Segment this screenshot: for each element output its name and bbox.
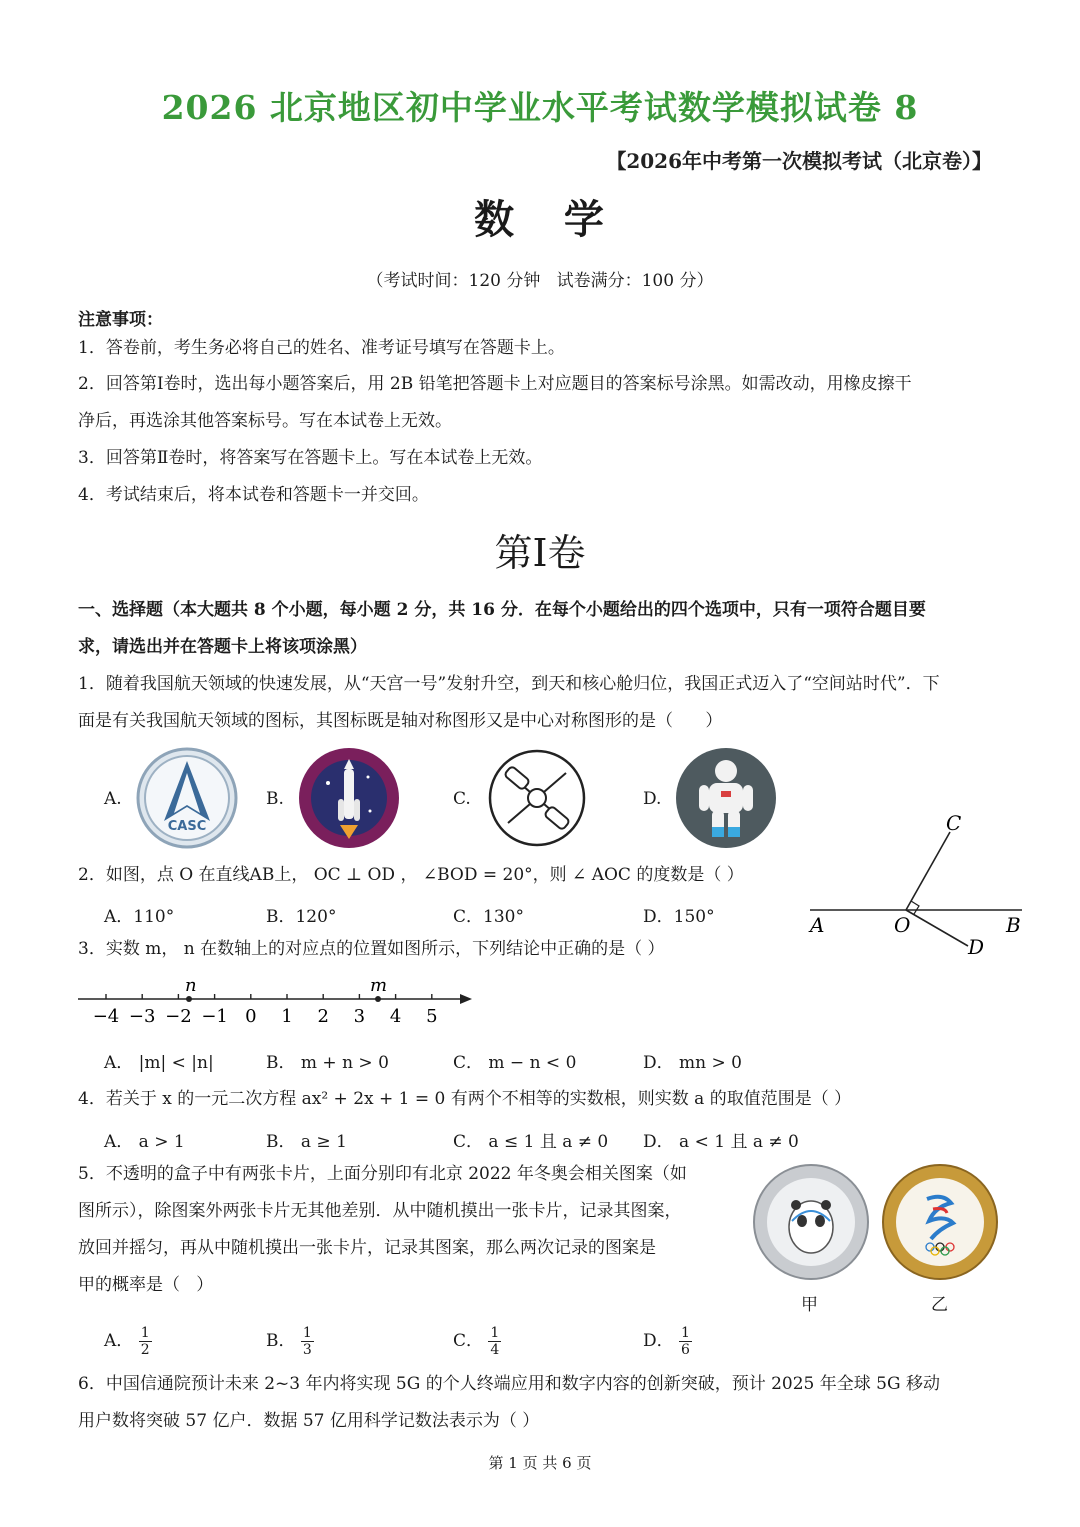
- satellite-symbol-icon: [486, 747, 588, 853]
- q5-option-letter: B．: [266, 1331, 296, 1351]
- number-line-tick-label: 1: [281, 1006, 293, 1027]
- q2-option: C．130°: [453, 907, 524, 927]
- q2-label-b: B: [1006, 913, 1021, 937]
- number-line-tick-label: 0: [245, 1006, 257, 1027]
- q3-label-m: m: [370, 975, 388, 996]
- q1-option-c-label: C.: [453, 789, 471, 809]
- space-mission-badge-icon: [298, 747, 400, 853]
- q4-option: C． a ≤ 1 且 a ≠ 0: [453, 1132, 609, 1152]
- q1-option-b-label: B.: [266, 789, 284, 809]
- q5-fraction: $\frac{1}{6}$: [681, 1325, 690, 1358]
- q5-fraction: $\frac{1}{3}$: [302, 1325, 312, 1358]
- notice-item: 净后，再选涂其他答案标号。写在本试卷上无效。: [78, 411, 452, 431]
- q5-fraction: $\frac{1}{4}$: [490, 1325, 500, 1358]
- astronaut-icon: [675, 747, 777, 853]
- notice-item: 1．答卷前，考生务必将自己的姓名、准考证号填写在答题卡上。: [78, 338, 565, 358]
- q2-angle-figure: [800, 810, 1030, 974]
- q2-option: B．120°: [266, 907, 337, 927]
- paper-title: 2026 北京地区初中学业水平考试数学模拟试卷 8: [161, 88, 919, 127]
- number-line-tick-label: −4: [92, 1006, 120, 1027]
- q5-stem: 放回并摇匀，再从中随机摸出一张卡片，记录其图案，那么两次记录的图案是: [78, 1238, 656, 1258]
- q5-stem: 图所示），除图案外两张卡片无其他差别．从中随机摸出一张卡片，记录其图案，: [78, 1201, 682, 1221]
- casc-logo-icon: [136, 747, 238, 853]
- beijing-2022-medal-icon: [881, 1163, 999, 1285]
- subject-heading: 数 学: [474, 196, 606, 243]
- q5-option-a: [104, 1325, 152, 1358]
- q2-stem: 2．如图，点 O 在直线AB上， OC ⊥ OD ， ∠BOD = 20°，则 ∠ AOC 的度数是（ ）: [78, 865, 744, 885]
- number-line-tick-label: 3: [353, 1006, 366, 1027]
- number-line-tick-label: 4: [389, 1006, 402, 1027]
- q5-option-d: [643, 1325, 692, 1358]
- section-title: 第Ⅰ卷: [494, 531, 586, 575]
- notice-item: 2．回答第Ⅰ卷时，选出每小题答案后，用 2B 铅笔把答题卡上对应题目的答案标号涂黑。如需改动，用橡皮擦干: [78, 374, 912, 394]
- number-line-tick-label: 5: [426, 1006, 438, 1027]
- q3-label-n: n: [185, 975, 197, 996]
- notice-heading: 注意事项：: [78, 310, 163, 330]
- q1-stem: 面是有关我国航天领域的图标，其图标既是轴对称图形又是中心对称图形的是（ ）: [78, 711, 723, 731]
- q2-label-a: A: [810, 913, 825, 937]
- q1-stem: 1．随着我国航天领域的快速发展，从“天宫一号”发射升空，到天和核心舱归位，我国正式迈入了“空间站时代”．下: [78, 674, 940, 694]
- page-footer: 第 1 页 共 6 页: [488, 1454, 592, 1472]
- part-heading: 一、选择题（本大题共 8 个小题，每小题 2 分，共 16 分．在每个小题给出的四个选项中，只有一项符合题目要: [78, 600, 926, 620]
- notice-item: 4．考试结束后，将本试卷和答题卡一并交回。: [78, 485, 429, 505]
- number-line-tick-label: −3: [128, 1006, 156, 1027]
- q5-option-letter: D．: [643, 1331, 674, 1351]
- q2-label-c: C: [946, 811, 962, 835]
- q3-option: D． mn > 0: [643, 1053, 742, 1073]
- q4-option: A． a > 1: [104, 1132, 185, 1152]
- q3-option: C． m − n < 0: [453, 1053, 577, 1073]
- q4-option: D． a < 1 且 a ≠ 0: [643, 1132, 799, 1152]
- q5-stem: 甲的概率是（ ）: [78, 1275, 214, 1295]
- q5-option-letter: C．: [453, 1331, 484, 1351]
- q3-option: B． m + n > 0: [266, 1053, 389, 1073]
- q2-option: D．150°: [643, 907, 715, 927]
- q1-option-a-label: A.: [104, 789, 122, 809]
- q3-option: A． |m| < |n|: [104, 1053, 214, 1073]
- paper-subtitle: 【2026年中考第一次模拟考试（北京卷）】: [606, 149, 992, 173]
- q5-option-c: [453, 1325, 501, 1358]
- casc-logo-text: CASC: [167, 819, 207, 834]
- exam-info: （考试时间：120 分钟 试卷满分：100 分）: [366, 271, 714, 291]
- caption-jia: 甲: [801, 1295, 818, 1315]
- number-line-tick-label: 2: [317, 1006, 329, 1027]
- q2-label-o: O: [894, 913, 911, 937]
- bing-dwen-dwen-medal-icon: [752, 1163, 870, 1285]
- q2-option: A．110°: [104, 907, 175, 927]
- notice-item: 3．回答第Ⅱ卷时，将答案写在答题卡上。写在本试卷上无效。: [78, 448, 543, 468]
- caption-yi: 乙: [931, 1295, 948, 1315]
- q4-stem: 4．若关于 x 的一元二次方程 ax² + 2x + 1 = 0 有两个不相等的实数根，则实数 a 的取值范围是（ ）: [78, 1089, 852, 1109]
- q5-stem: 5．不透明的盒子中有两张卡片，上面分别印有北京 2022 年冬奥会相关图案（如: [78, 1164, 687, 1184]
- q3-stem: 3．实数 m， n 在数轴上的对应点的位置如图所示，下列结论中正确的是（ ）: [78, 939, 665, 959]
- q3-number-line: [76, 972, 476, 1036]
- q4-option: B． a ≥ 1: [266, 1132, 347, 1152]
- q2-label-d: D: [968, 935, 985, 959]
- number-line-tick-label: −2: [165, 1006, 192, 1027]
- q5-fraction: $\frac{1}{2}$: [140, 1325, 150, 1358]
- q6-stem: 6．中国信通院预计未来 2~3 年内将实现 5G 的个人终端应用和数字内容的创新突破，预计 2025 年全球 5G 移动: [78, 1374, 940, 1394]
- q6-stem: 用户数将突破 57 亿户．数据 57 亿用科学记数法表示为（ ）: [78, 1411, 540, 1431]
- part-heading: 求，请选出并在答题卡上将该项涂黑）: [78, 637, 367, 657]
- q1-option-d-label: D.: [643, 789, 662, 809]
- q5-option-b: [266, 1325, 314, 1358]
- number-line-tick-label: −1: [201, 1006, 228, 1027]
- q5-option-letter: A．: [104, 1331, 134, 1351]
